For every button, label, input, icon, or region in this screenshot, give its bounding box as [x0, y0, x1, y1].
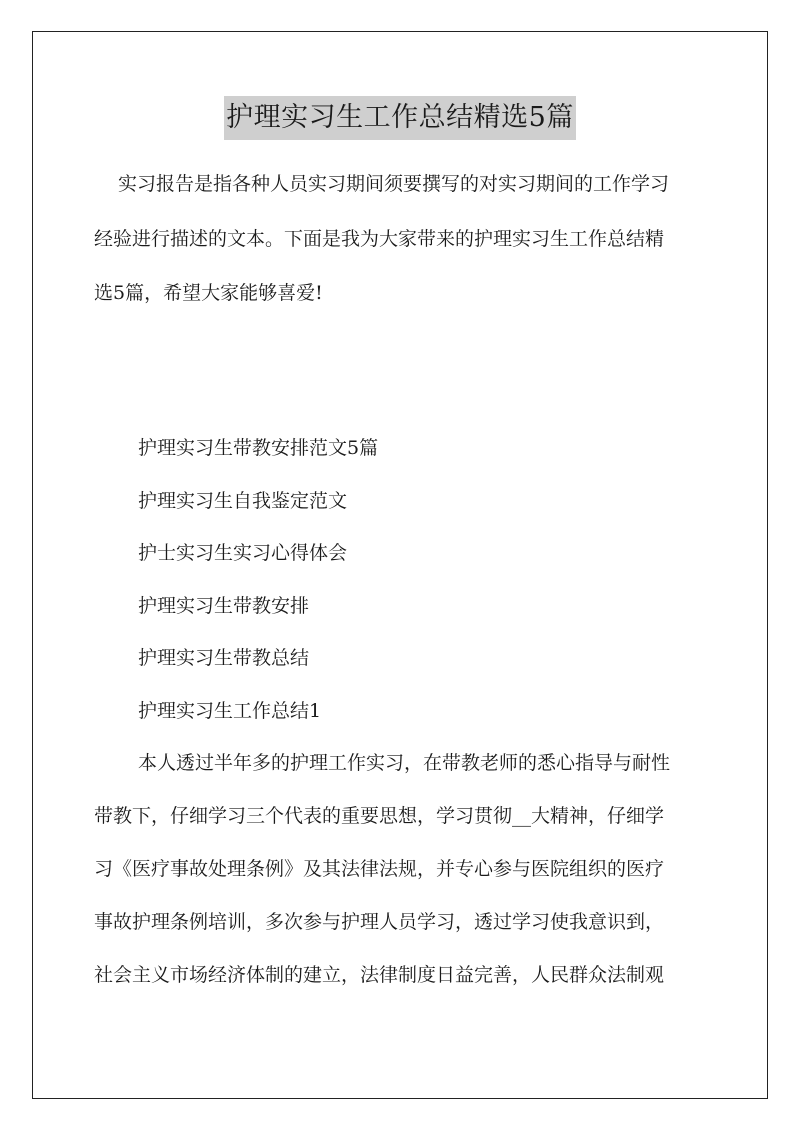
intro-line: 选5篇，希望大家能够喜爱! [94, 282, 323, 304]
body-line: 社会主义市场经济体制的建立，法律制度日益完善，人民群众法制观 [94, 964, 665, 986]
related-link[interactable]: 护士实习生实习心得体会 [138, 542, 348, 564]
intro-line: 经验进行描述的文本。下面是我为大家带来的护理实习生工作总结精 [94, 228, 665, 250]
related-link[interactable]: 护理实习生带教安排 [138, 595, 310, 617]
body-line: 带教下，仔细学习三个代表的重要思想，学习贯彻__大精神，仔细学 [94, 805, 665, 827]
related-link[interactable]: 护理实习生带教总结 [138, 647, 310, 669]
related-link[interactable]: 护理实习生自我鉴定范文 [138, 490, 348, 512]
body-line: 本人透过半年多的护理工作实习，在带教老师的悉心指导与耐性 [138, 752, 671, 774]
intro-line: 实习报告是指各种人员实习期间须要撰写的对实习期间的工作学习 [118, 173, 670, 195]
body-line: 事故护理条例培训，多次参与护理人员学习，透过学习使我意识到， [94, 911, 665, 933]
title-container [0, 96, 800, 140]
document-title: 护理实习生工作总结精选5篇 [224, 96, 576, 140]
related-link[interactable]: 护理实习生带教安排范文5篇 [138, 437, 379, 459]
body-line: 习《医疗事故处理条例》及其法律法规，并专心参与医院组织的医疗 [94, 858, 665, 880]
section-heading: 护理实习生工作总结1 [138, 700, 322, 722]
